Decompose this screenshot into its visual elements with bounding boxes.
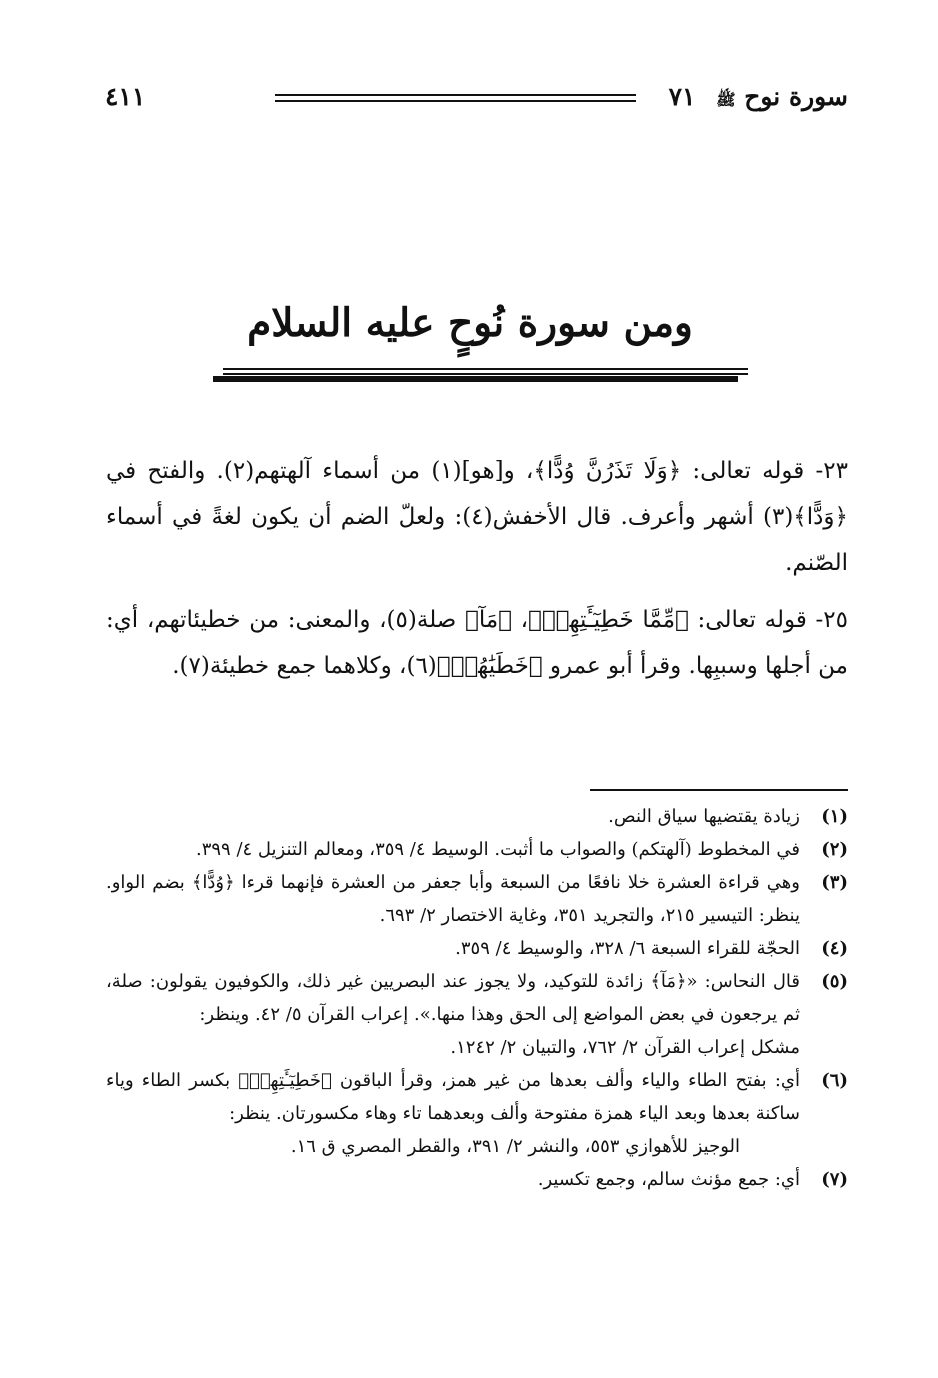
footnote-mark: (٤)	[821, 938, 848, 959]
footnote-continuation: مشكل إعراب القرآن ٢/ ٧٦٢، والتبيان ٢/ ١٢٤٢.	[450, 1037, 800, 1058]
footnote-4	[106, 932, 848, 965]
header-rule	[275, 94, 636, 102]
footnote-mark: (٦)	[821, 1070, 848, 1091]
footnote-2	[106, 833, 848, 866]
surah-title: سورة نوح	[744, 82, 848, 111]
surah-number: ٧١	[668, 82, 696, 111]
footnote-text: زيادة يقتضيها سياق النص.	[608, 806, 800, 827]
ornament-thin-line	[223, 368, 748, 375]
footnote-text: الحجّة للقراء السبعة ٦/ ٣٢٨، والوسيط ٤/ ٣٥٩.	[455, 938, 800, 959]
paragraph-verse-25: ٢٥- قوله تعالى: ﴿مِّمَّا خَطِيٓـَٔتِهِمۡ﴾، ﴿مَآ﴾ صلة(٥)، والمعنى: من خطيئاتهم، أي: من أجلها وسببِها. وقرأ أبو عمرو ﴿خَطَيَٰهُمۡ﴾(٦)، وكلاهما جمع خطيئة(٧).	[106, 607, 849, 679]
footnotes	[106, 800, 848, 1196]
ornament-thick-line	[213, 376, 738, 382]
footnote-7	[106, 1163, 848, 1196]
chapter-ornament-rule	[213, 366, 748, 386]
footnote-mark: (١)	[821, 806, 848, 827]
footnote-1	[106, 800, 848, 833]
footnote-6	[106, 1064, 848, 1163]
footnote-separator	[590, 789, 848, 791]
footnote-mark: (٧)	[821, 1169, 848, 1190]
footnote-text: قال النحاس: «﴿مَآ﴾ زائدة للتوكيد، ولا يجوز عند البصريين غير ذلك، والكوفيون يقولون: صلة، ثم يرجعون في بعض المواضع إلى الحق وهذا منها.». إعراب القرآن ٥/ ٤٢. وينظر:	[106, 971, 800, 1025]
running-header	[105, 82, 848, 122]
page-number: ٤١١	[105, 82, 146, 111]
honorific-glyph: ﷺ	[716, 90, 736, 109]
chapter-title: ومن سورة نُوحٍ عليه السلام	[247, 300, 693, 346]
footnote-5	[106, 965, 848, 1064]
footnote-text: أي: بفتح الطاء والياء وألف بعدها من غير همز، وقرأ الباقون ﴿خَطِيٓـَٔتِهِمۡ﴾ بكسر الطاء وياء ساكنة بعدها وبعد الياء همزة مفتوحة وألف وبعدهما تاء وهاء مكسورتان. ينظر:	[106, 1070, 800, 1124]
main-text	[106, 448, 848, 700]
footnote-mark: (٢)	[821, 839, 848, 860]
paragraph-verse-23: ٢٣- قوله تعالى: ﴿وَلَا تَذَرُنَّ وُدًّا﴾، و[هو](١) من أسماء آلهتهم(٢). والفتح في ﴿وَدًّا﴾(٣) أشهر وأعرف. قال الأخفش(٤): ولعلّ الضم أن يكون لغةً في أسماء الصّنم.	[106, 458, 849, 576]
footnote-3	[106, 866, 848, 932]
footnote-mark: (٣)	[821, 872, 848, 893]
footnote-mark: (٥)	[821, 971, 848, 992]
footnote-continuation: الوجيز للأهوازي ٥٥٣، والنشر ٢/ ٣٩١، والقطر المصري ق ١٦.	[290, 1136, 740, 1157]
footnote-text: في المخطوط (آلهتكم) والصواب ما أثبت. الوسيط ٤/ ٣٥٩، ومعالم التنزيل ٤/ ٣٩٩.	[195, 839, 800, 860]
footnote-text: وهي قراءة العشرة خلا نافعًا من السبعة وأبا جعفر من العشرة فإنهما قرءا ﴿وُدًّا﴾ بضم الواو. ينظر: التيسير ٢١٥، والتجريد ٣٥١، وغاية الاختصار ٢/ ٦٩٣.	[106, 872, 800, 926]
running-header-title	[669, 82, 848, 113]
footnote-text: أي: جمع مؤنث سالم، وجمع تكسير.	[537, 1169, 800, 1190]
